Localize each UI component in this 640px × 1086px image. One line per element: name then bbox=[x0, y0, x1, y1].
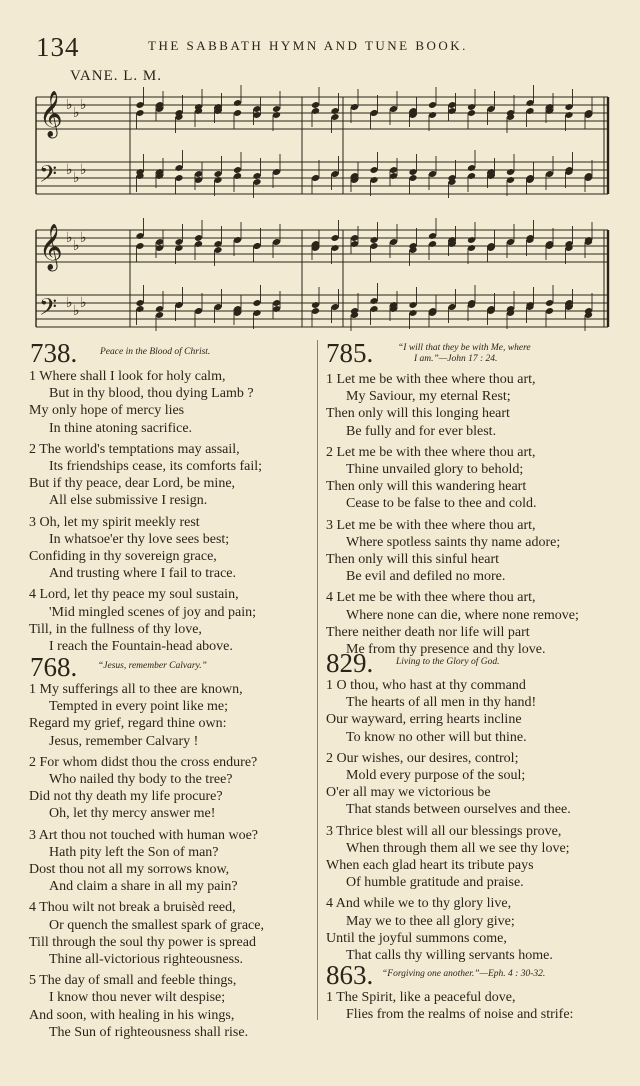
hymn-738-text bbox=[29, 368, 262, 655]
stanza bbox=[29, 441, 262, 510]
verse-line: The Sun of righteousness shall rise. bbox=[49, 1024, 249, 1040]
hymn-number: 768. bbox=[30, 652, 78, 682]
verse-line: 2 For whom didst thou the cross endure? bbox=[29, 754, 258, 770]
music-score bbox=[0, 0, 640, 340]
stanza bbox=[29, 586, 262, 655]
verse-line: In thine atoning sacrifice. bbox=[49, 420, 193, 436]
verse-line: That stands between ourselves and thee. bbox=[346, 802, 571, 818]
verse-line: Mold every purpose of the soul; bbox=[346, 768, 526, 784]
flat-sign: ♭ bbox=[73, 105, 80, 121]
flat-sign: ♭ bbox=[66, 295, 73, 311]
verse-line: 'Mid mingled scenes of joy and pain; bbox=[49, 604, 257, 620]
hymn-829-header bbox=[326, 648, 500, 678]
verse-line: Till through the soul thy power is spread bbox=[29, 934, 256, 950]
verse-line: There neither death nor life will part bbox=[326, 624, 530, 640]
verse-line: 1 O thou, who hast at thy command bbox=[326, 678, 526, 693]
verse-line: All else submissive I resign. bbox=[49, 493, 208, 509]
stanza bbox=[29, 681, 264, 750]
running-title: THE SABBATH HYMN AND TUNE BOOK. bbox=[148, 38, 468, 53]
verse-line: Cease to be false to thee and cold. bbox=[346, 496, 537, 512]
verse-line: O'er all may we victorious be bbox=[326, 785, 491, 801]
tune-name: VANE. L. M. bbox=[70, 68, 162, 84]
verse-line: 3 Thrice blest will all our blessings prove, bbox=[326, 823, 562, 839]
bass-clef: 𝄢 bbox=[39, 293, 58, 326]
page-number: 134 bbox=[36, 32, 80, 62]
verse-line: 2 The world's temptations may assail, bbox=[29, 441, 240, 457]
flat-sign: ♭ bbox=[66, 97, 73, 113]
verse-line: Until the joyful summons come, bbox=[326, 930, 507, 946]
bass-clef: 𝄢 bbox=[39, 160, 58, 193]
hymn-subtitle: “Forgiving one another.”—Eph. 4 : 30-32. bbox=[382, 969, 546, 979]
hymn-number: 785. bbox=[326, 338, 374, 368]
verse-line: Where spotless saints thy name adore; bbox=[346, 534, 561, 550]
verse-line: 1 The Spirit, like a peaceful dove, bbox=[326, 990, 516, 1005]
verse-line: 3 Oh, let my spirit meekly rest bbox=[29, 514, 200, 530]
verse-line: Its friendships cease, its comforts fail; bbox=[49, 459, 263, 475]
hymn-768-text bbox=[29, 681, 264, 1041]
verse-line: And trusting where I fail to trace. bbox=[49, 566, 236, 582]
verse-line: 3 Let me be with thee where thou art, bbox=[326, 517, 536, 533]
verse-line: 4 Let me be with thee where thou art, bbox=[326, 590, 536, 606]
verse-line: Did not thy death my life procure? bbox=[29, 789, 223, 805]
verse-line: 1 Let me be with thee where thou art, bbox=[326, 372, 536, 387]
verse-line: Till, in the fullness of thy love, bbox=[29, 621, 202, 637]
verse-line: Thine all-victorious righteousness. bbox=[49, 952, 244, 968]
hymn-863-text bbox=[326, 989, 573, 1023]
verse-line: Or quench the smallest spark of grace, bbox=[49, 917, 264, 933]
verse-line: Be evil and defiled no more. bbox=[346, 569, 506, 585]
flat-sign: ♭ bbox=[80, 230, 87, 246]
stanza bbox=[326, 444, 579, 513]
hymn-number: 829. bbox=[326, 648, 374, 678]
hymn-785-text bbox=[326, 371, 579, 658]
stanza bbox=[29, 514, 262, 583]
verse-line: 3 Art thou not touched with human woe? bbox=[29, 827, 259, 843]
hymn-subtitle: Peace in the Blood of Christ. bbox=[100, 347, 211, 357]
hymn-829-text bbox=[326, 677, 571, 964]
verse-line: My Saviour, my eternal Rest; bbox=[346, 389, 511, 405]
hymn-subtitle: Living to the Glory of God. bbox=[396, 657, 500, 667]
verse-line: Oh, let thy mercy answer me! bbox=[49, 806, 216, 822]
verse-line: 4 Thou wilt not break a bruisèd reed, bbox=[29, 900, 236, 916]
verse-line: 5 The day of small and feeble things, bbox=[29, 973, 237, 989]
hymn-subtitle-reference: I am.”—John 17 : 24. bbox=[414, 354, 498, 364]
flat-sign: ♭ bbox=[80, 295, 87, 311]
flat-sign: ♭ bbox=[80, 97, 87, 113]
flat-sign: ♭ bbox=[73, 170, 80, 186]
verse-line: Where none can die, where none remove; bbox=[346, 607, 579, 623]
hymn-785-header bbox=[326, 338, 531, 368]
stanza bbox=[29, 827, 264, 896]
stanza bbox=[29, 972, 264, 1041]
hymn-subtitle: “I will that they be with Me, where bbox=[398, 343, 531, 353]
verse-line: Then only will this wandering heart bbox=[326, 479, 527, 495]
flat-sign: ♭ bbox=[66, 230, 73, 246]
verse-line: Confiding in thy sovereign grace, bbox=[29, 549, 217, 565]
verse-line: When through them all we see thy love; bbox=[346, 840, 570, 856]
verse-line: 1 My sufferings all to thee are known, bbox=[29, 682, 243, 697]
verse-line: Me from thy presence and thy love. bbox=[346, 642, 546, 658]
verse-line: Dost thou not all my sorrows know, bbox=[29, 862, 230, 878]
verse-line: 2 Our wishes, our desires, control; bbox=[326, 750, 519, 766]
stanza bbox=[326, 677, 571, 746]
verse-line: To know no other will but thine. bbox=[346, 729, 527, 745]
verse-line: Who nailed thy body to the tree? bbox=[49, 772, 233, 788]
verse-line: 4 Lord, let thy peace my soul sustain, bbox=[29, 587, 239, 603]
stanza bbox=[326, 989, 573, 1023]
treble-clef: 𝄞 bbox=[39, 224, 63, 270]
verse-line: That calls thy willing servants home. bbox=[346, 948, 553, 964]
stanza bbox=[326, 517, 579, 586]
hymn-768-header bbox=[30, 652, 207, 682]
verse-line: And soon, with healing in his wings, bbox=[29, 1007, 235, 1023]
stanza bbox=[326, 750, 571, 819]
verse-line: Regard my grief, regard thine own: bbox=[29, 716, 227, 732]
verse-line: 4 And while we to thy glory live, bbox=[326, 896, 512, 912]
verse-line: Then only will this sinful heart bbox=[326, 552, 500, 568]
verse-line: I know thou never wilt despise; bbox=[49, 990, 226, 1006]
verse-line: Hath pity left the Son of man? bbox=[49, 844, 219, 860]
hymn-number: 863. bbox=[326, 960, 374, 990]
treble-clef: 𝄞 bbox=[39, 91, 63, 137]
verse-line: Tempted in every point like me; bbox=[49, 699, 229, 715]
verse-line: But in thy blood, thou dying Lamb ? bbox=[49, 386, 254, 402]
verse-line: Jesus, remember Calvary ! bbox=[49, 733, 199, 749]
verse-line: Be fully and for ever blest. bbox=[346, 423, 497, 439]
flat-sign: ♭ bbox=[73, 238, 80, 254]
stanza bbox=[29, 899, 264, 968]
stanza bbox=[29, 754, 264, 823]
verse-line: Flies from the realms of noise and strife: bbox=[346, 1007, 574, 1023]
column-divider bbox=[317, 340, 318, 1020]
verse-line: When each glad heart its tribute pays bbox=[326, 858, 534, 874]
hymn-738-header bbox=[30, 338, 211, 368]
hymn-subtitle: “Jesus, remember Calvary.” bbox=[98, 661, 207, 671]
verse-line: 2 Let me be with thee where thou art, bbox=[326, 444, 536, 460]
verse-line: Our wayward, erring hearts incline bbox=[326, 712, 522, 728]
flat-sign: ♭ bbox=[73, 303, 80, 319]
verse-line: Of humble gratitude and praise. bbox=[346, 875, 524, 891]
flat-sign: ♭ bbox=[66, 162, 73, 178]
verse-line: May we to thee all glory give; bbox=[346, 913, 515, 929]
stanza bbox=[326, 823, 571, 892]
verse-line: But if thy peace, dear Lord, be mine, bbox=[29, 476, 236, 492]
hymn-863-header bbox=[326, 960, 546, 990]
stanza bbox=[326, 895, 571, 964]
verse-line: In whatsoe'er thy love sees best; bbox=[49, 531, 230, 547]
verse-line: My only hope of mercy lies bbox=[29, 403, 185, 419]
verse-line: Thine unvailed glory to behold; bbox=[346, 462, 524, 478]
hymn-number: 738. bbox=[30, 338, 78, 368]
verse-line: Then only will this longing heart bbox=[326, 406, 510, 422]
verse-line: I reach the Fountain-head above. bbox=[49, 639, 233, 655]
stanza bbox=[326, 371, 579, 440]
verse-line: And claim a share in all my pain? bbox=[49, 879, 238, 895]
verse-line: The hearts of all men in thy hand! bbox=[346, 695, 537, 711]
verse-line: 1 Where shall I look for holy calm, bbox=[29, 369, 226, 384]
stanza bbox=[29, 368, 262, 437]
flat-sign: ♭ bbox=[80, 162, 87, 178]
